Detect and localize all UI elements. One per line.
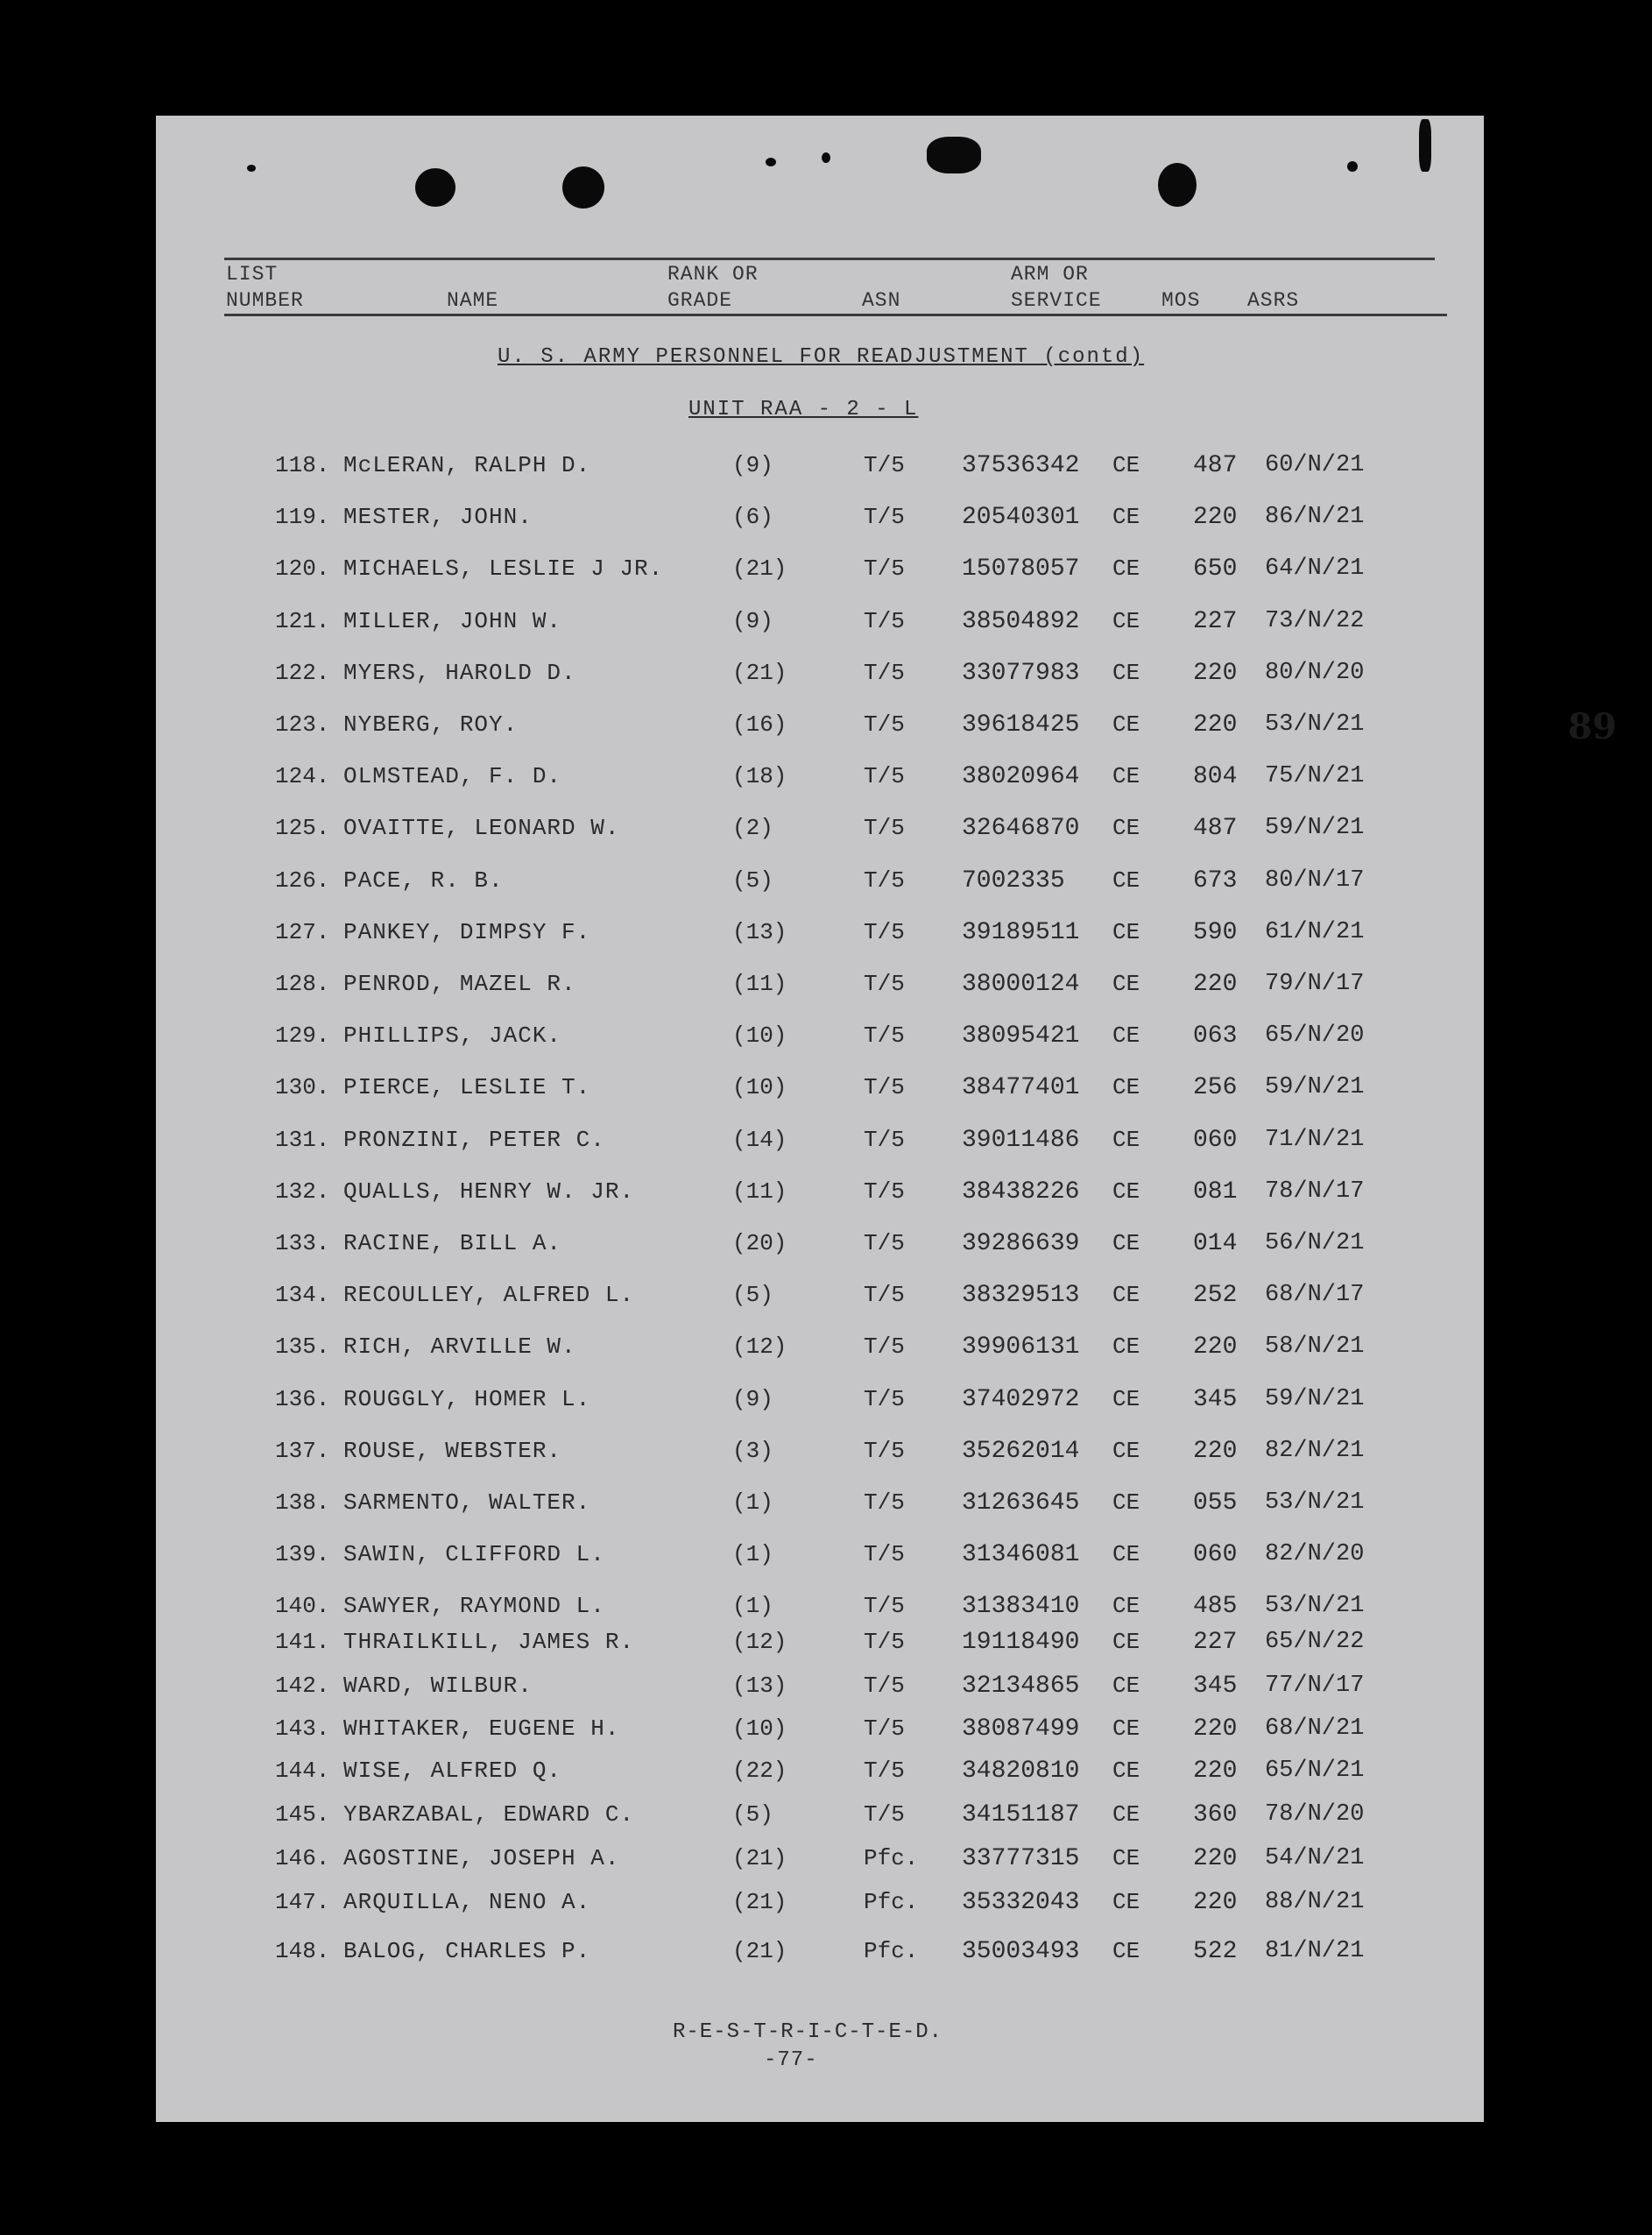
person-name: PENROD, MAZEL R. xyxy=(343,971,576,997)
grade: T/5 xyxy=(864,1385,905,1412)
list-number: 133. xyxy=(275,1230,330,1256)
table-row xyxy=(156,1889,1484,1924)
rank-code: (5) xyxy=(732,1282,773,1309)
list-number: 121. xyxy=(275,607,330,634)
rank-code: (11) xyxy=(732,971,787,997)
table-row xyxy=(156,815,1484,850)
arm-service: CE xyxy=(1112,1489,1140,1516)
header-mos: MOS xyxy=(1161,289,1201,312)
arm-service: CE xyxy=(1112,815,1140,842)
rank-code: (10) xyxy=(732,1715,787,1742)
asn: 15078057 xyxy=(962,555,1080,584)
arm-service: CE xyxy=(1112,866,1140,894)
mos: 220 xyxy=(1193,504,1238,532)
asn: 38087499 xyxy=(962,1715,1080,1743)
mos: 522 xyxy=(1193,1938,1238,1965)
list-number: 145. xyxy=(275,1801,330,1828)
asrs: 65/N/20 xyxy=(1265,1022,1365,1050)
list-number: 142. xyxy=(275,1673,330,1699)
mos: 220 xyxy=(1193,1845,1238,1872)
table-row xyxy=(156,1629,1484,1664)
rank-code: (9) xyxy=(732,1385,773,1412)
rank-code: (21) xyxy=(732,555,787,583)
rank-code: (5) xyxy=(732,1801,773,1828)
person-name: SARMENTO, WALTER. xyxy=(343,1489,591,1516)
table-row xyxy=(156,1282,1484,1317)
asrs: 86/N/21 xyxy=(1265,504,1365,531)
table-row xyxy=(156,1022,1484,1057)
arm-service: CE xyxy=(1112,1022,1140,1050)
grade: T/5 xyxy=(864,1541,905,1568)
asn: 31383410 xyxy=(962,1593,1080,1621)
mos: 252 xyxy=(1193,1282,1238,1310)
asn: 35003493 xyxy=(962,1938,1080,1965)
person-name: PHILLIPS, JACK. xyxy=(343,1022,562,1050)
list-number: 125. xyxy=(275,815,330,842)
list-number: 135. xyxy=(275,1333,330,1361)
asrs: 64/N/21 xyxy=(1265,555,1365,583)
list-number: 128. xyxy=(275,971,330,997)
mos: 256 xyxy=(1193,1074,1238,1102)
arm-service: CE xyxy=(1112,1385,1140,1412)
arm-service: CE xyxy=(1112,555,1140,583)
list-number: 120. xyxy=(275,555,330,583)
rank-code: (10) xyxy=(732,1022,787,1050)
restricted-stamp: R-E-S-T-R-I-C-T-E-D. xyxy=(673,2020,943,2044)
grade: T/5 xyxy=(864,971,905,997)
arm-service: CE xyxy=(1112,659,1140,686)
grade: Pfc. xyxy=(864,1845,919,1871)
person-name: NYBERG, ROY. xyxy=(343,711,519,738)
asn: 7002335 xyxy=(962,866,1065,895)
asn: 37536342 xyxy=(962,452,1080,479)
header-asn: ASN xyxy=(862,289,901,312)
mos: 060 xyxy=(1193,1126,1238,1154)
table-row xyxy=(156,1715,1484,1751)
person-name: MESTER, JOHN. xyxy=(343,504,533,531)
rank-code: (18) xyxy=(732,763,787,790)
grade: Pfc. xyxy=(864,1889,919,1915)
arm-service: CE xyxy=(1112,1541,1140,1568)
list-number: 118. xyxy=(275,452,330,478)
table-row xyxy=(156,1541,1484,1576)
table-row xyxy=(156,452,1484,487)
mos: 220 xyxy=(1193,711,1238,739)
asrs: 68/N/17 xyxy=(1265,1282,1365,1309)
grade: T/5 xyxy=(864,1673,905,1699)
asn: 38000124 xyxy=(962,971,1080,998)
table-row xyxy=(156,1593,1484,1628)
header-rank-2: GRADE xyxy=(667,289,733,312)
mos: 220 xyxy=(1193,1333,1238,1362)
rank-code: (13) xyxy=(732,918,787,945)
asn: 39286639 xyxy=(962,1230,1080,1257)
rank-code: (12) xyxy=(732,1333,787,1361)
person-name: QUALLS, HENRY W. JR. xyxy=(343,1178,635,1205)
asn: 31263645 xyxy=(962,1489,1080,1517)
mos: 014 xyxy=(1193,1230,1238,1257)
person-name: RACINE, BILL A. xyxy=(343,1230,562,1256)
asrs: 80/N/20 xyxy=(1265,659,1365,686)
list-number: 123. xyxy=(275,711,330,738)
arm-service: CE xyxy=(1112,971,1140,997)
arm-service: CE xyxy=(1112,1437,1140,1464)
asrs: 60/N/21 xyxy=(1265,452,1365,478)
table-row xyxy=(156,1938,1484,1973)
asn: 33077983 xyxy=(962,659,1080,687)
person-name: RICH, ARVILLE W. xyxy=(343,1333,576,1361)
asn: 32134865 xyxy=(962,1673,1080,1700)
person-name: McLERAN, RALPH D. xyxy=(343,452,591,478)
grade: T/5 xyxy=(864,711,905,738)
grade: T/5 xyxy=(864,607,905,634)
arm-service: CE xyxy=(1112,1126,1140,1153)
list-number: 147. xyxy=(275,1889,330,1915)
mos: 345 xyxy=(1193,1385,1238,1413)
table-row xyxy=(156,971,1484,1006)
rank-code: (3) xyxy=(732,1437,773,1464)
mos: 060 xyxy=(1193,1541,1238,1569)
asrs: 75/N/21 xyxy=(1265,763,1365,790)
mos: 220 xyxy=(1193,1437,1238,1465)
asn: 20540301 xyxy=(962,504,1080,532)
rank-code: (21) xyxy=(732,1845,787,1871)
asn: 37402972 xyxy=(962,1385,1080,1413)
mos: 485 xyxy=(1193,1593,1238,1621)
rank-code: (21) xyxy=(732,1938,787,1964)
list-number: 131. xyxy=(275,1126,330,1153)
mos: 345 xyxy=(1193,1673,1238,1700)
rank-code: (21) xyxy=(732,1889,787,1915)
table-row xyxy=(156,1386,1484,1421)
list-number: 122. xyxy=(275,659,330,686)
person-name: PANKEY, DIMPSY F. xyxy=(343,918,591,945)
mos: 487 xyxy=(1193,452,1238,479)
list-number: 137. xyxy=(275,1437,330,1464)
table-row xyxy=(156,1801,1484,1836)
asn: 38329513 xyxy=(962,1282,1080,1310)
table-row xyxy=(156,1127,1484,1162)
asn: 38504892 xyxy=(962,607,1080,635)
asrs: 80/N/17 xyxy=(1265,866,1365,894)
header-arm-1: ARM OR xyxy=(1011,263,1089,286)
mos: 227 xyxy=(1193,1629,1238,1656)
table-row xyxy=(156,711,1484,746)
arm-service: CE xyxy=(1112,1074,1140,1101)
person-name: PRONZINI, PETER C. xyxy=(343,1126,605,1153)
rank-code: (9) xyxy=(732,607,773,634)
arm-service: CE xyxy=(1112,1715,1140,1742)
rank-code: (14) xyxy=(732,1126,787,1153)
arm-service: CE xyxy=(1112,1333,1140,1361)
mos: 081 xyxy=(1193,1178,1238,1206)
grade: T/5 xyxy=(864,1437,905,1464)
grade: T/5 xyxy=(864,504,905,531)
rank-code: (10) xyxy=(732,1074,787,1101)
grade: T/5 xyxy=(864,815,905,842)
list-number: 127. xyxy=(275,918,330,945)
person-name: PIERCE, LESLIE T. xyxy=(343,1074,591,1101)
asrs: 56/N/21 xyxy=(1265,1230,1365,1256)
arm-service: CE xyxy=(1112,607,1140,634)
grade: T/5 xyxy=(864,1230,905,1256)
arm-service: CE xyxy=(1112,711,1140,738)
person-name: MILLER, JOHN W. xyxy=(343,607,562,634)
rank-code: (21) xyxy=(732,659,787,686)
asn: 32646870 xyxy=(962,815,1080,843)
header-arm-2: SERVICE xyxy=(1011,289,1102,312)
asrs: 53/N/21 xyxy=(1265,711,1365,738)
list-number: 132. xyxy=(275,1178,330,1205)
person-name: THRAILKILL, JAMES R. xyxy=(343,1629,635,1655)
unit-title: UNIT RAA - 2 - L xyxy=(688,398,919,421)
table-row xyxy=(156,660,1484,695)
table-row xyxy=(156,867,1484,902)
table-row xyxy=(156,1230,1484,1265)
asn: 33777315 xyxy=(962,1845,1080,1872)
grade: T/5 xyxy=(864,1758,905,1784)
asn: 34820810 xyxy=(962,1758,1080,1785)
asn: 38477401 xyxy=(962,1074,1080,1102)
list-number: 143. xyxy=(275,1715,330,1742)
asrs: 59/N/21 xyxy=(1265,1385,1365,1412)
grade: T/5 xyxy=(864,918,905,945)
mos: 220 xyxy=(1193,1715,1238,1743)
header-list-number-2: NUMBER xyxy=(226,289,304,312)
list-number: 138. xyxy=(275,1489,330,1516)
rank-code: (1) xyxy=(732,1593,773,1620)
list-number: 136. xyxy=(275,1385,330,1412)
grade: T/5 xyxy=(864,1593,905,1620)
list-number: 126. xyxy=(275,866,330,894)
table-row xyxy=(156,763,1484,798)
person-name: WISE, ALFRED Q. xyxy=(343,1758,562,1784)
person-name: ROUSE, WEBSTER. xyxy=(343,1437,562,1464)
margin-page-number: 89 xyxy=(1568,706,1617,747)
grade: T/5 xyxy=(864,1629,905,1655)
rank-code: (20) xyxy=(732,1230,787,1256)
asn: 39189511 xyxy=(962,918,1080,946)
person-name: MYERS, HAROLD D. xyxy=(343,659,576,686)
asn: 38438226 xyxy=(962,1178,1080,1206)
grade: T/5 xyxy=(864,1282,905,1309)
mos: 063 xyxy=(1193,1022,1238,1050)
table-row xyxy=(156,919,1484,954)
person-name: OLMSTEAD, F. D. xyxy=(343,763,562,790)
person-name: PACE, R. B. xyxy=(343,866,504,894)
arm-service: CE xyxy=(1112,1938,1140,1964)
table-row xyxy=(156,1673,1484,1708)
grade: T/5 xyxy=(864,1022,905,1050)
page-title: U. S. ARMY PERSONNEL FOR READJUSTMENT (contd) xyxy=(498,345,1145,369)
grade: T/5 xyxy=(864,763,905,790)
mos: 220 xyxy=(1193,971,1238,998)
grade: T/5 xyxy=(864,555,905,583)
arm-service: CE xyxy=(1112,1230,1140,1256)
rank-code: (12) xyxy=(732,1629,787,1655)
asrs: 73/N/22 xyxy=(1265,607,1365,634)
mos: 673 xyxy=(1193,866,1238,895)
asrs: 53/N/21 xyxy=(1265,1489,1365,1516)
list-number: 124. xyxy=(275,763,330,790)
asrs: 82/N/20 xyxy=(1265,1541,1365,1568)
rank-code: (1) xyxy=(732,1489,773,1516)
rank-code: (6) xyxy=(732,504,773,531)
grade: T/5 xyxy=(864,1074,905,1101)
asrs: 65/N/22 xyxy=(1265,1629,1365,1655)
grade: T/5 xyxy=(864,866,905,894)
mos: 227 xyxy=(1193,607,1238,635)
grade: Pfc. xyxy=(864,1938,919,1964)
mos: 055 xyxy=(1193,1489,1238,1517)
arm-service: CE xyxy=(1112,1629,1140,1655)
asrs: 65/N/21 xyxy=(1265,1758,1365,1784)
grade: T/5 xyxy=(864,1333,905,1361)
asrs: 88/N/21 xyxy=(1265,1889,1365,1915)
person-name: RECOULLEY, ALFRED L. xyxy=(343,1282,635,1309)
arm-service: CE xyxy=(1112,763,1140,790)
personnel-list xyxy=(156,116,1484,2122)
asrs: 59/N/21 xyxy=(1265,815,1365,842)
rank-code: (9) xyxy=(732,452,773,478)
person-name: WARD, WILBUR. xyxy=(343,1673,533,1699)
table-row xyxy=(156,1178,1484,1213)
person-name: AGOSTINE, JOSEPH A. xyxy=(343,1845,620,1871)
table-row xyxy=(156,1845,1484,1880)
person-name: ROUGGLY, HOMER L. xyxy=(343,1385,591,1412)
grade: T/5 xyxy=(864,1489,905,1516)
header-name: NAME xyxy=(447,289,499,312)
asn: 38020964 xyxy=(962,763,1080,791)
asn: 19118490 xyxy=(962,1629,1080,1656)
asrs: 71/N/21 xyxy=(1265,1126,1365,1153)
rank-code: (1) xyxy=(732,1541,773,1568)
grade: T/5 xyxy=(864,1126,905,1153)
arm-service: CE xyxy=(1112,1801,1140,1828)
list-number: 140. xyxy=(275,1593,330,1620)
asn: 34151187 xyxy=(962,1801,1080,1828)
document-page xyxy=(156,116,1617,2122)
grade: T/5 xyxy=(864,1801,905,1828)
mos: 804 xyxy=(1193,763,1238,791)
arm-service: CE xyxy=(1112,504,1140,531)
list-number: 119. xyxy=(275,504,330,531)
list-number: 134. xyxy=(275,1282,330,1309)
rank-code: (22) xyxy=(732,1758,787,1784)
asn: 31346081 xyxy=(962,1541,1080,1569)
asn: 39618425 xyxy=(962,711,1080,739)
table-row xyxy=(156,1758,1484,1793)
arm-service: CE xyxy=(1112,1845,1140,1871)
table-row xyxy=(156,555,1484,591)
asrs: 61/N/21 xyxy=(1265,918,1365,945)
grade: T/5 xyxy=(864,1178,905,1205)
table-row xyxy=(156,1074,1484,1109)
asn: 35332043 xyxy=(962,1889,1080,1916)
asrs: 78/N/17 xyxy=(1265,1178,1365,1205)
arm-service: CE xyxy=(1112,1282,1140,1309)
asrs: 68/N/21 xyxy=(1265,1715,1365,1742)
grade: T/5 xyxy=(864,1715,905,1742)
grade: T/5 xyxy=(864,452,905,478)
arm-service: CE xyxy=(1112,452,1140,478)
list-number: 129. xyxy=(275,1022,330,1050)
asrs: 82/N/21 xyxy=(1265,1437,1365,1464)
table-row xyxy=(156,1333,1484,1369)
asrs: 79/N/17 xyxy=(1265,971,1365,997)
header-rank-1: RANK OR xyxy=(667,263,759,286)
asn: 35262014 xyxy=(962,1437,1080,1465)
rank-code: (13) xyxy=(732,1673,787,1699)
rank-code: (5) xyxy=(732,866,773,894)
rank-code: (16) xyxy=(732,711,787,738)
rank-code: (11) xyxy=(732,1178,787,1205)
header-asrs: ASRS xyxy=(1247,289,1300,312)
person-name: SAWIN, CLIFFORD L. xyxy=(343,1541,605,1568)
asn: 38095421 xyxy=(962,1022,1080,1050)
person-name: SAWYER, RAYMOND L. xyxy=(343,1593,605,1620)
header-list-number-1: LIST xyxy=(226,263,279,286)
asrs: 77/N/17 xyxy=(1265,1673,1365,1699)
list-number: 148. xyxy=(275,1938,330,1964)
arm-service: CE xyxy=(1112,918,1140,945)
person-name: YBARZABAL, EDWARD C. xyxy=(343,1801,635,1828)
arm-service: CE xyxy=(1112,1889,1140,1915)
asn: 39906131 xyxy=(962,1333,1080,1362)
person-name: ARQUILLA, NENO A. xyxy=(343,1889,591,1915)
person-name: WHITAKER, EUGENE H. xyxy=(343,1715,620,1742)
asn: 39011486 xyxy=(962,1126,1080,1154)
person-name: BALOG, CHARLES P. xyxy=(343,1938,591,1964)
list-number: 146. xyxy=(275,1845,330,1871)
arm-service: CE xyxy=(1112,1673,1140,1699)
arm-service: CE xyxy=(1112,1758,1140,1784)
grade: T/5 xyxy=(864,659,905,686)
rank-code: (2) xyxy=(732,815,773,842)
mos: 650 xyxy=(1193,555,1238,584)
asrs: 59/N/21 xyxy=(1265,1074,1365,1101)
list-number: 144. xyxy=(275,1758,330,1784)
table-row xyxy=(156,1438,1484,1473)
person-name: OVAITTE, LEONARD W. xyxy=(343,815,620,842)
person-name: MICHAELS, LESLIE J JR. xyxy=(343,555,664,583)
asrs: 58/N/21 xyxy=(1265,1333,1365,1361)
mos: 360 xyxy=(1193,1801,1238,1828)
list-number: 139. xyxy=(275,1541,330,1568)
asrs: 78/N/20 xyxy=(1265,1801,1365,1828)
list-number: 130. xyxy=(275,1074,330,1101)
asrs: 54/N/21 xyxy=(1265,1845,1365,1871)
list-number: 141. xyxy=(275,1629,330,1655)
asrs: 53/N/21 xyxy=(1265,1593,1365,1620)
mos: 590 xyxy=(1193,918,1238,946)
arm-service: CE xyxy=(1112,1178,1140,1205)
table-row xyxy=(156,1489,1484,1524)
table-row xyxy=(156,608,1484,643)
table-row xyxy=(156,504,1484,539)
page-number: -77- xyxy=(764,2048,818,2072)
mos: 487 xyxy=(1193,815,1238,843)
mos: 220 xyxy=(1193,1758,1238,1785)
arm-service: CE xyxy=(1112,1593,1140,1620)
mos: 220 xyxy=(1193,659,1238,687)
mos: 220 xyxy=(1193,1889,1238,1916)
asrs: 81/N/21 xyxy=(1265,1938,1365,1964)
